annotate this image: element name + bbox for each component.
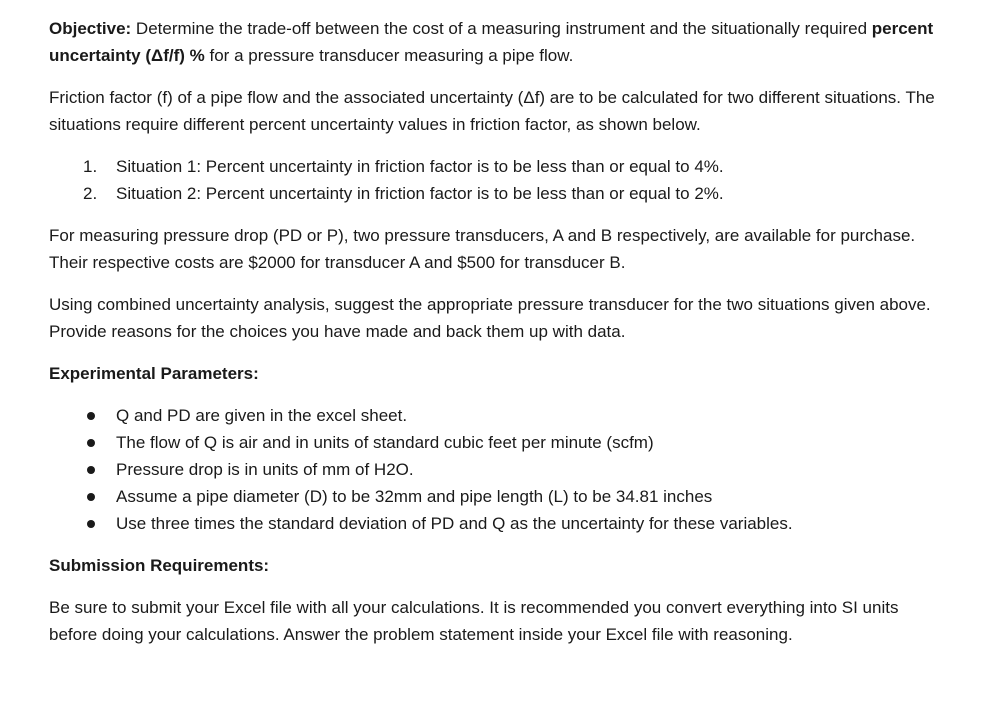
situation-text: Situation 2: Percent uncertainty in friction factor is to be less than or equal to 2%. bbox=[116, 184, 724, 203]
situations-list bbox=[49, 153, 939, 207]
intro-paragraph: Friction factor (f) of a pipe flow and the associated uncertainty (Δf) are to be calculated for two different situations. The situations require different percent uncertainty values in friction factor, as shown below. bbox=[49, 88, 935, 134]
parameter-item bbox=[49, 510, 939, 537]
submission-paragraph: Be sure to submit your Excel file with all your calculations. It is recommended you convert everything into SI units before doing your calculations. Answer the problem statement inside your Excel file with reasoning. bbox=[49, 598, 899, 644]
parameter-text: Use three times the standard deviation of PD and Q as the uncertainty for these variables. bbox=[116, 514, 793, 533]
parameter-text: Assume a pipe diameter (D) to be 32mm and pipe length (L) to be 34.81 inches bbox=[116, 487, 713, 506]
parameter-text: Q and PD are given in the excel sheet. bbox=[116, 406, 408, 425]
objective-text-2: for a pressure transducer measuring a pipe flow. bbox=[204, 46, 574, 65]
task-paragraph: Using combined uncertainty analysis, suggest the appropriate pressure transducer for the two situations given above. Provide reasons for the choices you have made and back them up with data. bbox=[49, 295, 931, 341]
parameter-text: The flow of Q is air and in units of standard cubic feet per minute (scfm) bbox=[116, 433, 654, 452]
bullet-icon bbox=[87, 466, 95, 474]
situation-text: Situation 1: Percent uncertainty in friction factor is to be less than or equal to 4%. bbox=[116, 157, 724, 176]
parameter-text: Pressure drop is in units of mm of H2O. bbox=[116, 460, 414, 479]
bullet-icon bbox=[87, 493, 95, 501]
situation-item bbox=[49, 153, 939, 180]
situation-number: 2. bbox=[83, 184, 98, 203]
parameter-item bbox=[49, 456, 939, 483]
objective-text-1: Determine the trade-off between the cost of a measuring instrument and the situationally required bbox=[131, 19, 872, 38]
parameter-item bbox=[49, 429, 939, 456]
situation-number: 1. bbox=[83, 157, 98, 176]
submission-heading: Submission Requirements: bbox=[49, 556, 270, 575]
parameter-item bbox=[49, 483, 939, 510]
objective-paragraph bbox=[49, 15, 939, 69]
experimental-heading: Experimental Parameters: bbox=[49, 364, 259, 383]
parameter-item bbox=[49, 402, 939, 429]
objective-label: Objective: bbox=[49, 19, 132, 38]
transducers-paragraph: For measuring pressure drop (PD or P), two pressure transducers, A and B respectively, are available for purchase. Their respective costs are $2000 for transducer A and $500 for transducer B. bbox=[49, 226, 916, 272]
situation-item bbox=[49, 180, 939, 207]
experimental-parameters-list bbox=[49, 402, 939, 537]
bullet-icon bbox=[87, 412, 95, 420]
objective-bold-term: percent uncertainty (Δf/f) % bbox=[49, 19, 934, 65]
bullet-icon bbox=[87, 439, 95, 447]
bullet-icon bbox=[87, 520, 95, 528]
